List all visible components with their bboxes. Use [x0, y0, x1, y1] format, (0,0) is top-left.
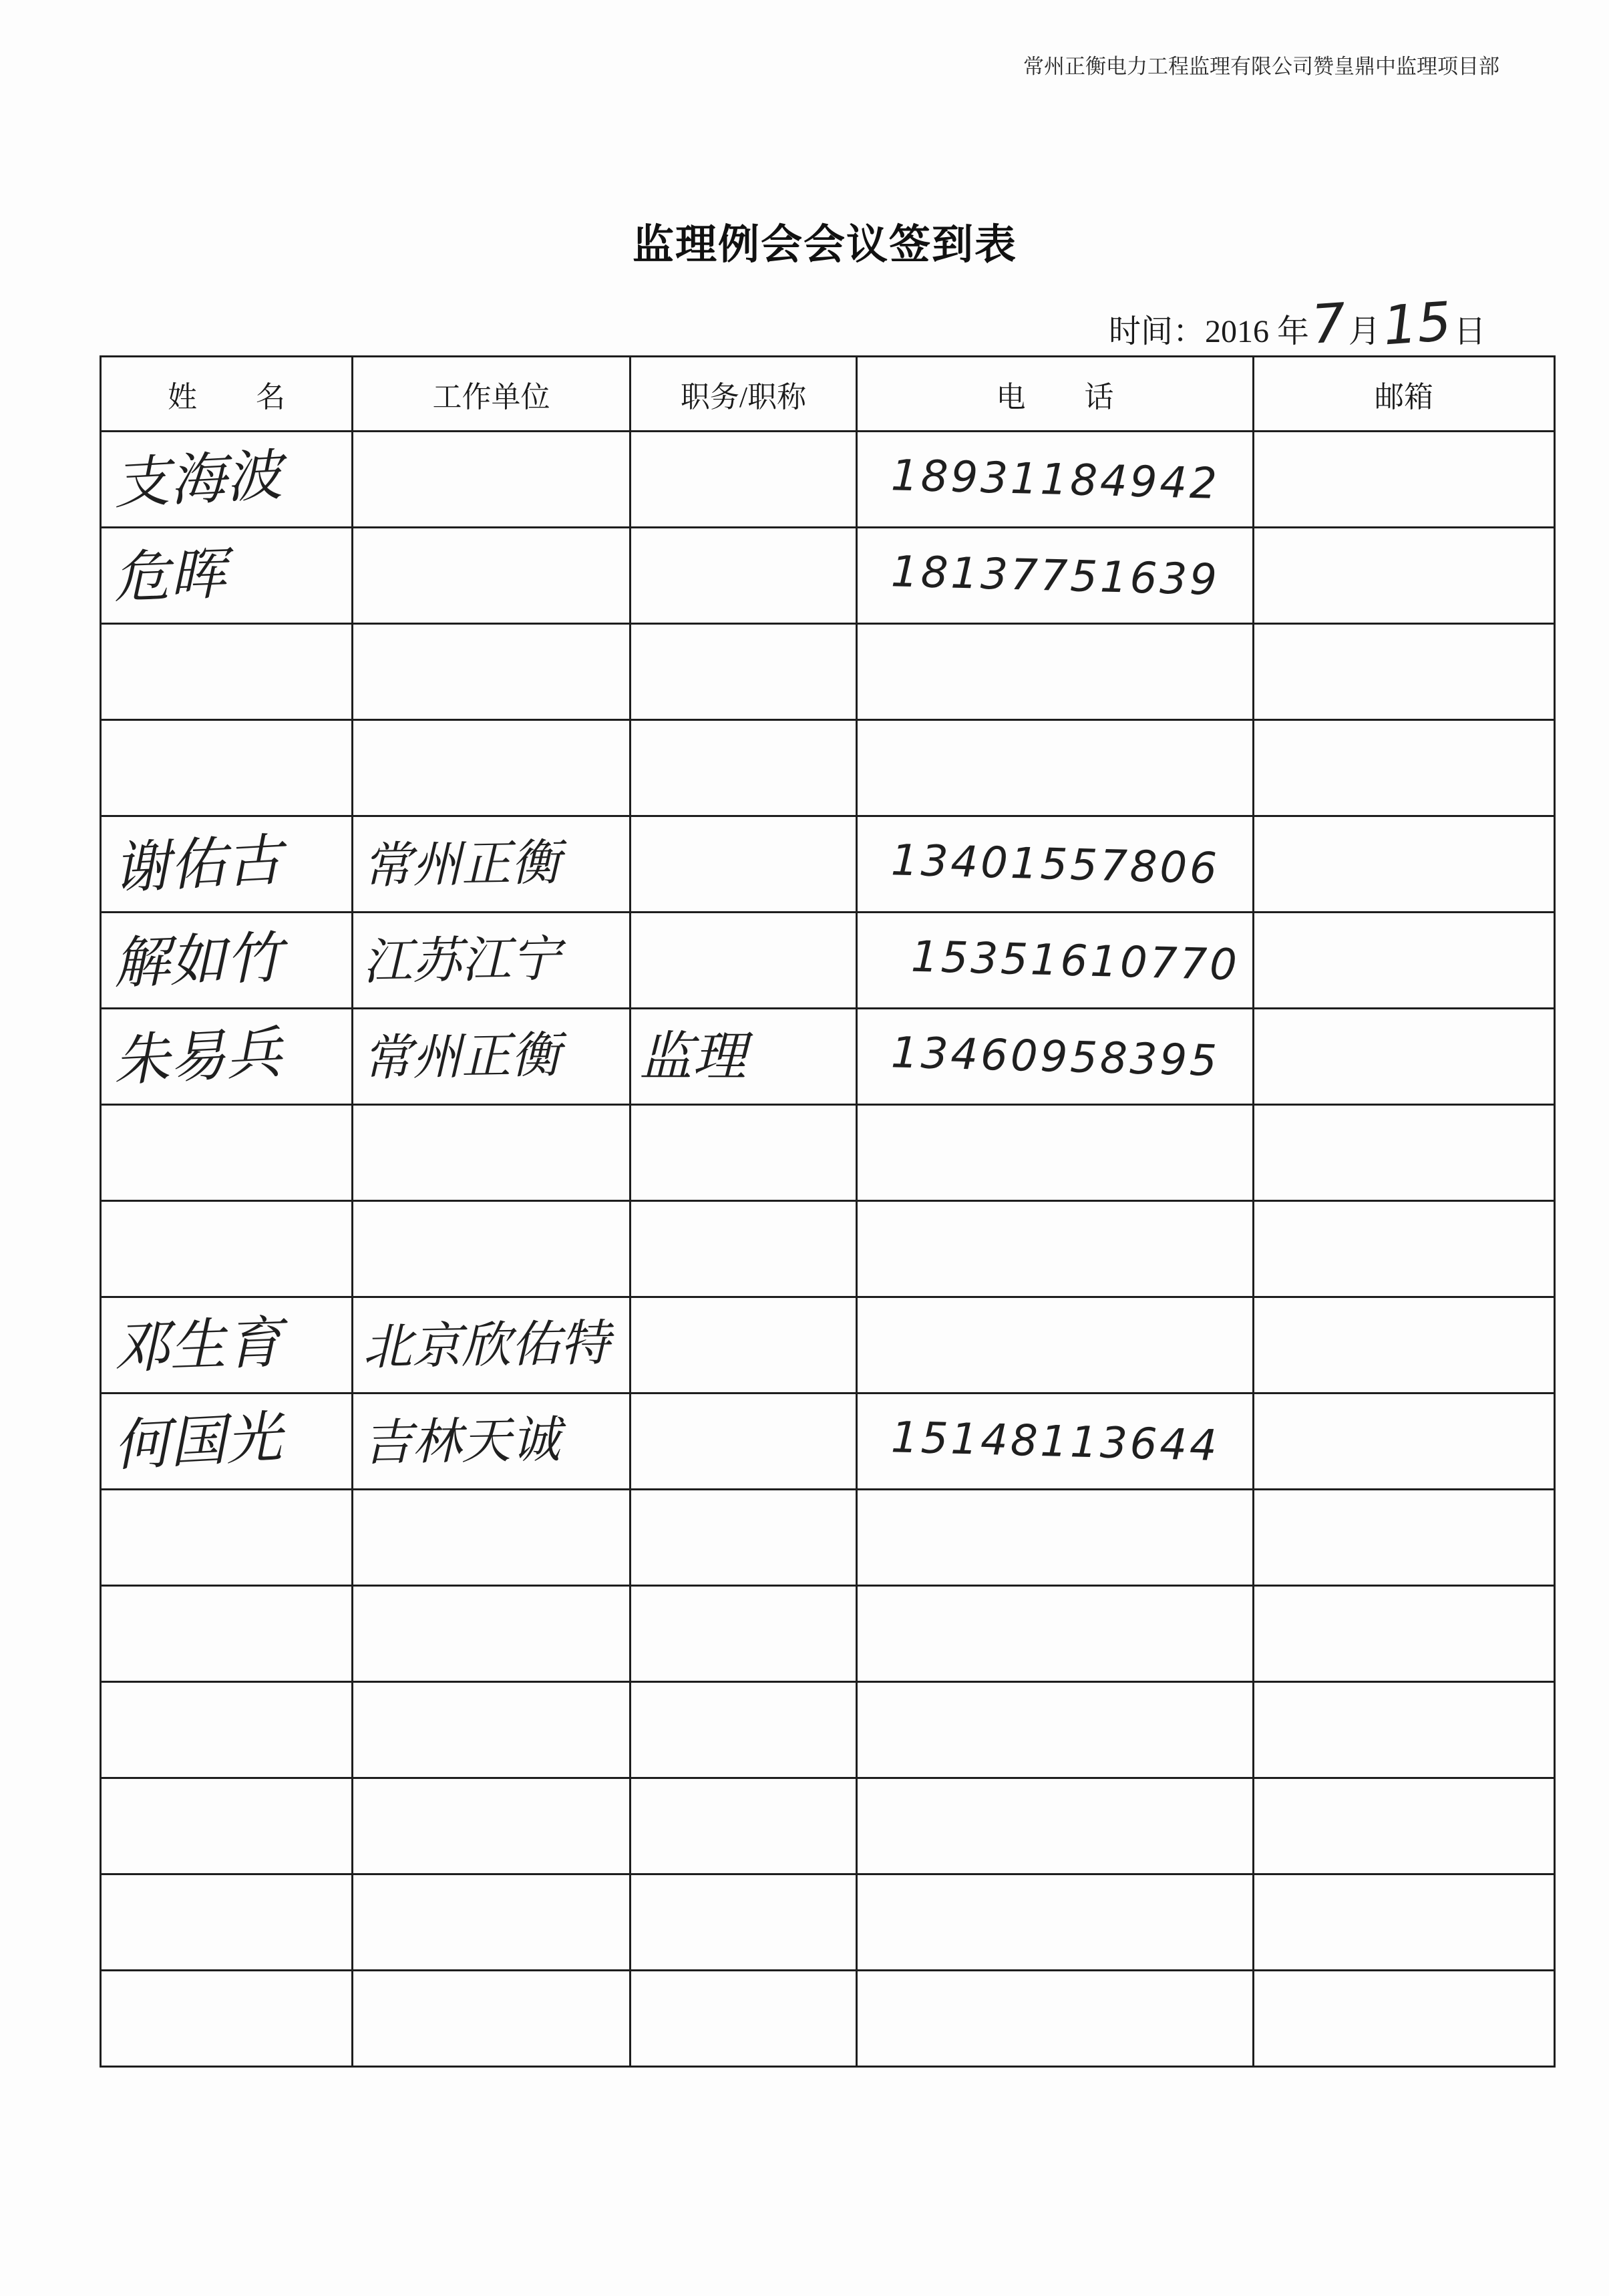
cell-unit: [353, 720, 631, 816]
handwritten-phone: [858, 674, 891, 675]
column-header-name: 姓 名: [101, 357, 353, 432]
cell-email: [1254, 1682, 1555, 1778]
org-header: 常州正衡电力工程监理有限公司赞皇鼎中监理项目部: [1023, 55, 1499, 78]
cell-unit: [353, 432, 631, 528]
cell-phone: [857, 1682, 1254, 1778]
cell-title: [631, 1778, 857, 1874]
signature: 谢佑古: [112, 826, 284, 901]
signature: [102, 1251, 114, 1252]
meeting-date: [1109, 290, 1486, 362]
cell-email: [1254, 1490, 1555, 1586]
cell-unit: [353, 624, 631, 720]
cell-unit: [353, 1009, 631, 1105]
cell-email: [1254, 1586, 1555, 1682]
cell-title: [631, 1297, 857, 1393]
cell-email: [1254, 1778, 1555, 1874]
cell-phone: [857, 1778, 1254, 1874]
cell-name: [101, 1874, 353, 1971]
signature: 支海波: [112, 442, 284, 516]
cell-name: [101, 913, 353, 1009]
cell-name: [101, 1201, 353, 1297]
handwritten-phone: [858, 1732, 891, 1733]
cell-email: [1254, 528, 1555, 624]
handwritten-phone: [858, 1636, 891, 1637]
table-row: [101, 528, 1555, 624]
date-month-unit: 月: [1348, 314, 1381, 349]
cell-unit: [353, 1682, 631, 1778]
cell-title: [631, 1971, 857, 2067]
cell-name: [101, 1393, 353, 1490]
cell-unit: [353, 1490, 631, 1586]
handwritten-phone: 13460958395: [890, 1027, 1220, 1086]
cell-phone: [857, 1009, 1254, 1105]
table-row: [101, 1201, 1555, 1297]
handwritten-title: 监理: [639, 1025, 746, 1088]
cell-email: [1254, 913, 1555, 1009]
cell-name: [101, 816, 353, 913]
signature: [102, 1636, 114, 1637]
cell-email: [1254, 1105, 1555, 1201]
table-row: [101, 1682, 1555, 1778]
cell-unit: [353, 1971, 631, 2067]
handwritten-unit: 常州正衡: [362, 833, 561, 894]
cell-title: [631, 528, 857, 624]
cell-unit: [353, 816, 631, 913]
cell-unit: [353, 1105, 631, 1201]
signin-table-body: [101, 432, 1555, 2067]
cell-title: [631, 720, 857, 816]
cell-unit: [353, 913, 631, 1009]
cell-name: [101, 528, 353, 624]
cell-unit: [353, 1393, 631, 1490]
cell-phone: [857, 1971, 1254, 2067]
page-title: 监理例会会议签到表: [632, 220, 1017, 269]
signin-table-header: [101, 357, 1555, 432]
signature: 何国光: [112, 1404, 284, 1478]
table-row: [101, 624, 1555, 720]
cell-email: [1254, 1297, 1555, 1393]
handwritten-phone: [858, 1828, 891, 1829]
cell-title: [631, 816, 857, 913]
cell-name: [101, 1586, 353, 1682]
cell-phone: [857, 913, 1254, 1009]
signature: 朱易兵: [112, 1019, 284, 1094]
cell-unit: [353, 1201, 631, 1297]
handwritten-unit: 吉林天诚: [362, 1410, 561, 1472]
table-row: [101, 1009, 1555, 1105]
signature: [102, 770, 114, 771]
cell-name: [101, 624, 353, 720]
cell-title: [631, 1201, 857, 1297]
cell-name: [101, 1105, 353, 1201]
handwritten-phone: [858, 1155, 891, 1156]
cell-phone: [857, 1874, 1254, 1971]
cell-unit: [353, 1778, 631, 1874]
cell-unit: [353, 1297, 631, 1393]
cell-phone: [857, 1586, 1254, 1682]
cell-unit: [353, 528, 631, 624]
cell-name: [101, 1682, 353, 1778]
date-day-unit: 日: [1453, 314, 1486, 349]
table-row: [101, 1971, 1555, 2067]
cell-name: [101, 1971, 353, 2067]
cell-phone: [857, 624, 1254, 720]
cell-name: [101, 1297, 353, 1393]
cell-email: [1254, 624, 1555, 720]
cell-unit: [353, 1874, 631, 1971]
column-header-phone: 电 话: [857, 357, 1254, 432]
cell-phone: [857, 720, 1254, 816]
cell-email: [1254, 1393, 1555, 1490]
cell-email: [1254, 1201, 1555, 1297]
handwritten-unit: 北京欣佑特: [362, 1314, 610, 1376]
cell-phone: [857, 1201, 1254, 1297]
cell-phone: [857, 1490, 1254, 1586]
date-day-handwritten: 15: [1381, 290, 1453, 357]
cell-title: [631, 432, 857, 528]
handwritten-unit: 江苏江宁: [362, 929, 561, 991]
table-row: [101, 1874, 1555, 1971]
handwritten-phone: 18137751639: [890, 546, 1220, 605]
cell-title: [631, 1586, 857, 1682]
table-row: [101, 1393, 1555, 1490]
table-row: [101, 816, 1555, 913]
cell-name: [101, 1778, 353, 1874]
table-row: [101, 1778, 1555, 1874]
cell-phone: [857, 1393, 1254, 1490]
cell-title: [631, 1874, 857, 1971]
cell-title: [631, 913, 857, 1009]
cell-name: [101, 720, 353, 816]
cell-unit: [353, 1586, 631, 1682]
signature: 邓生育: [112, 1309, 283, 1381]
signin-table: [100, 355, 1556, 2068]
header-row: [101, 357, 1555, 432]
column-header-title: 职务/职称: [631, 357, 857, 432]
cell-title: [631, 624, 857, 720]
cell-email: [1254, 720, 1555, 816]
date-month-handwritten: 7: [1309, 291, 1349, 356]
cell-title: [631, 1393, 857, 1490]
date-label: 时间：2016 年: [1109, 314, 1310, 349]
column-header-unit: 工作单位: [353, 357, 631, 432]
cell-phone: [857, 1297, 1254, 1393]
cell-phone: [857, 816, 1254, 913]
cell-name: [101, 1009, 353, 1105]
table-row: [101, 1586, 1555, 1682]
handwritten-phone: [858, 770, 891, 771]
cell-email: [1254, 1009, 1555, 1105]
handwritten-phone: [858, 1251, 891, 1252]
cell-phone: [857, 1105, 1254, 1201]
table-row: [101, 432, 1555, 528]
signature: [102, 1155, 114, 1156]
cell-name: [101, 432, 353, 528]
table-row: [101, 720, 1555, 816]
table-row: [101, 1490, 1555, 1586]
signature: [102, 1732, 114, 1733]
table-row: [101, 1105, 1555, 1201]
cell-title: [631, 1009, 857, 1105]
signature: [102, 1828, 114, 1829]
cell-name: [101, 1490, 353, 1586]
handwritten-phone: 15148113644: [890, 1412, 1220, 1471]
signature: 危晖: [112, 540, 227, 611]
handwritten-phone: 13401557806: [890, 835, 1220, 894]
cell-email: [1254, 1971, 1555, 2067]
handwritten-phone: 15351610770: [910, 932, 1240, 990]
cell-phone: [857, 432, 1254, 528]
signature: [102, 674, 114, 675]
handwritten-phone: 18931184942: [890, 450, 1220, 509]
cell-email: [1254, 432, 1555, 528]
table-row: [101, 1297, 1555, 1393]
cell-title: [631, 1682, 857, 1778]
cell-email: [1254, 816, 1555, 913]
cell-phone: [857, 528, 1254, 624]
cell-title: [631, 1490, 857, 1586]
signature: 解如竹: [112, 924, 283, 996]
handwritten-phone: [858, 1347, 891, 1348]
cell-title: [631, 1105, 857, 1201]
cell-email: [1254, 1874, 1555, 1971]
table-row: [101, 913, 1555, 1009]
column-header-email: 邮箱: [1254, 357, 1555, 432]
handwritten-unit: 常州正衡: [362, 1025, 561, 1087]
